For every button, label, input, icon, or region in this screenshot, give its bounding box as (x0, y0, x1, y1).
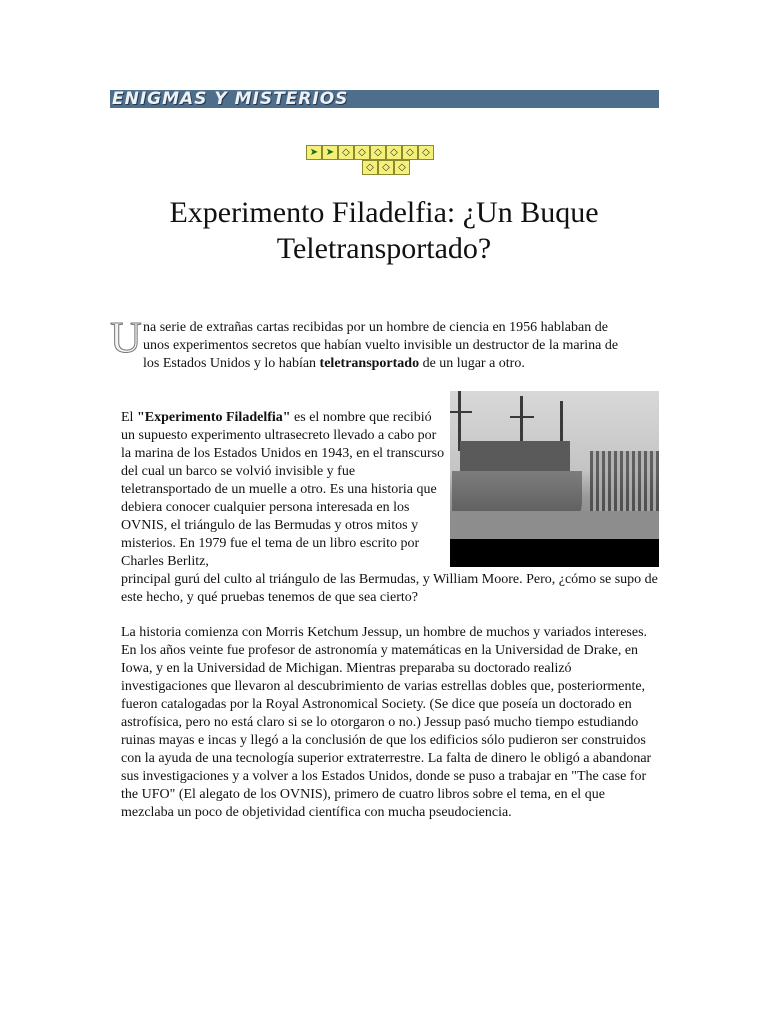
tag-icon[interactable]: ◇ (354, 145, 370, 160)
drop-cap: U (110, 313, 142, 362)
section-banner (110, 90, 659, 108)
intro-paragraph (110, 313, 630, 373)
tag-icon[interactable]: ◇ (378, 160, 394, 175)
p1-bold: "Experimento Filadelfia" (136, 410, 291, 425)
tag-icon[interactable]: ◇ (386, 145, 402, 160)
tag-icon[interactable]: ◇ (394, 160, 410, 175)
paragraph-1: El "Experimento Filadelfia" es el nombre que recibió un supuesto experimento ultrasecreto llevado a cabo por la marina de los Estados Unidos en 1943, en el transcurso del cual un barco se volvió invisible y fue teletransportado de un muelle a otro. Es una historia que debiera conocer cualquier persona interesada en los OVNIS, el triángulo de las Bermudas y otros mitos y misterios. En 1979 fue el tema de un libro escrito por Charles Berlitz, (121, 410, 445, 569)
paragraph-2: La historia comienza con Morris Ketchum Jessup, un hombre de muchos y variados intereses. En los años veinte fue profesor de astronomía y matemáticas en la Universidad de Drake, en Iowa, y en la Universidad de Michigan. Mientras preparaba su doctorado realizó investigaciones que llevaron al descubrimiento de varias estrellas dobles que, posteriormente, fueron catalogadas por la Royal Astronomical Society. (Se dice que poseía un doctorado en astrofísica, pero no está claro si se lo otorgaron o no.) Jessup pasó mucho tiempo estudiando ruinas mayas e incas y llegó a la conclusión de que los edificios sólo pudieron ser construidos con la ayuda de una tecnología superior extraterrestre. La falta de dinero le obligó a abandonar sus investigaciones y a volver a los Estados Unidos, donde se puso a trabajar en "The case for the UFO" (El alegato de los OVNIS), primero de cuatro libros sobre el tema, en el que mezclaba un poco de objetividad científica con mucha pseudociencia. (121, 625, 652, 820)
arrow-left-icon[interactable]: ➤ (306, 145, 322, 160)
photo-caption-bar (450, 539, 659, 567)
tag-icon[interactable]: ◇ (402, 145, 418, 160)
tag-icon[interactable]: ◇ (338, 145, 354, 160)
intro-text-end: de un lugar a otro. (419, 356, 525, 371)
intro-text: na serie de extrañas cartas recibidas por un hombre de ciencia en 1956 hablaban de unos experimentos secretos que habían vuelto invisible un destructor de la marina de los Estados Unidos y lo habían (143, 320, 619, 371)
p1-text: es el nombre que recibió un supuesto experimento ultrasecreto llevado a cabo por la marina de los Estados Unidos en 1943, en el transcurso del cual un barco se volvió invisible y fue teletransportado de un muelle a otro. Es una historia que debiera conocer cualquier persona interesada en los OVNIS, el triángulo de las Bermudas y otros mitos y misterios. En 1979 fue el tema de un libro escrito por Charles Berlitz, (121, 410, 445, 569)
tag-icon[interactable]: ◇ (418, 145, 434, 160)
ship-photo (450, 391, 659, 567)
intro-bold: teletransportado (319, 356, 420, 371)
banner-title: ENIGMAS Y MISTERIOS (112, 90, 349, 108)
page-title: Experimento Filadelfia: ¿Un Buque Teletransportado? (169, 196, 599, 265)
tag-icon[interactable]: ◇ (362, 160, 378, 175)
tag-icon[interactable]: ◇ (370, 145, 386, 160)
arrow-right-icon[interactable]: ➤ (322, 145, 338, 160)
paragraph-1-continued: principal gurú del culto al triángulo de las Bermudas, y William Moore. Pero, ¿cómo se supo de este hecho, y qué pruebas tenemos de que sea cierto? (121, 572, 658, 605)
nav-icon-bar (306, 145, 476, 177)
